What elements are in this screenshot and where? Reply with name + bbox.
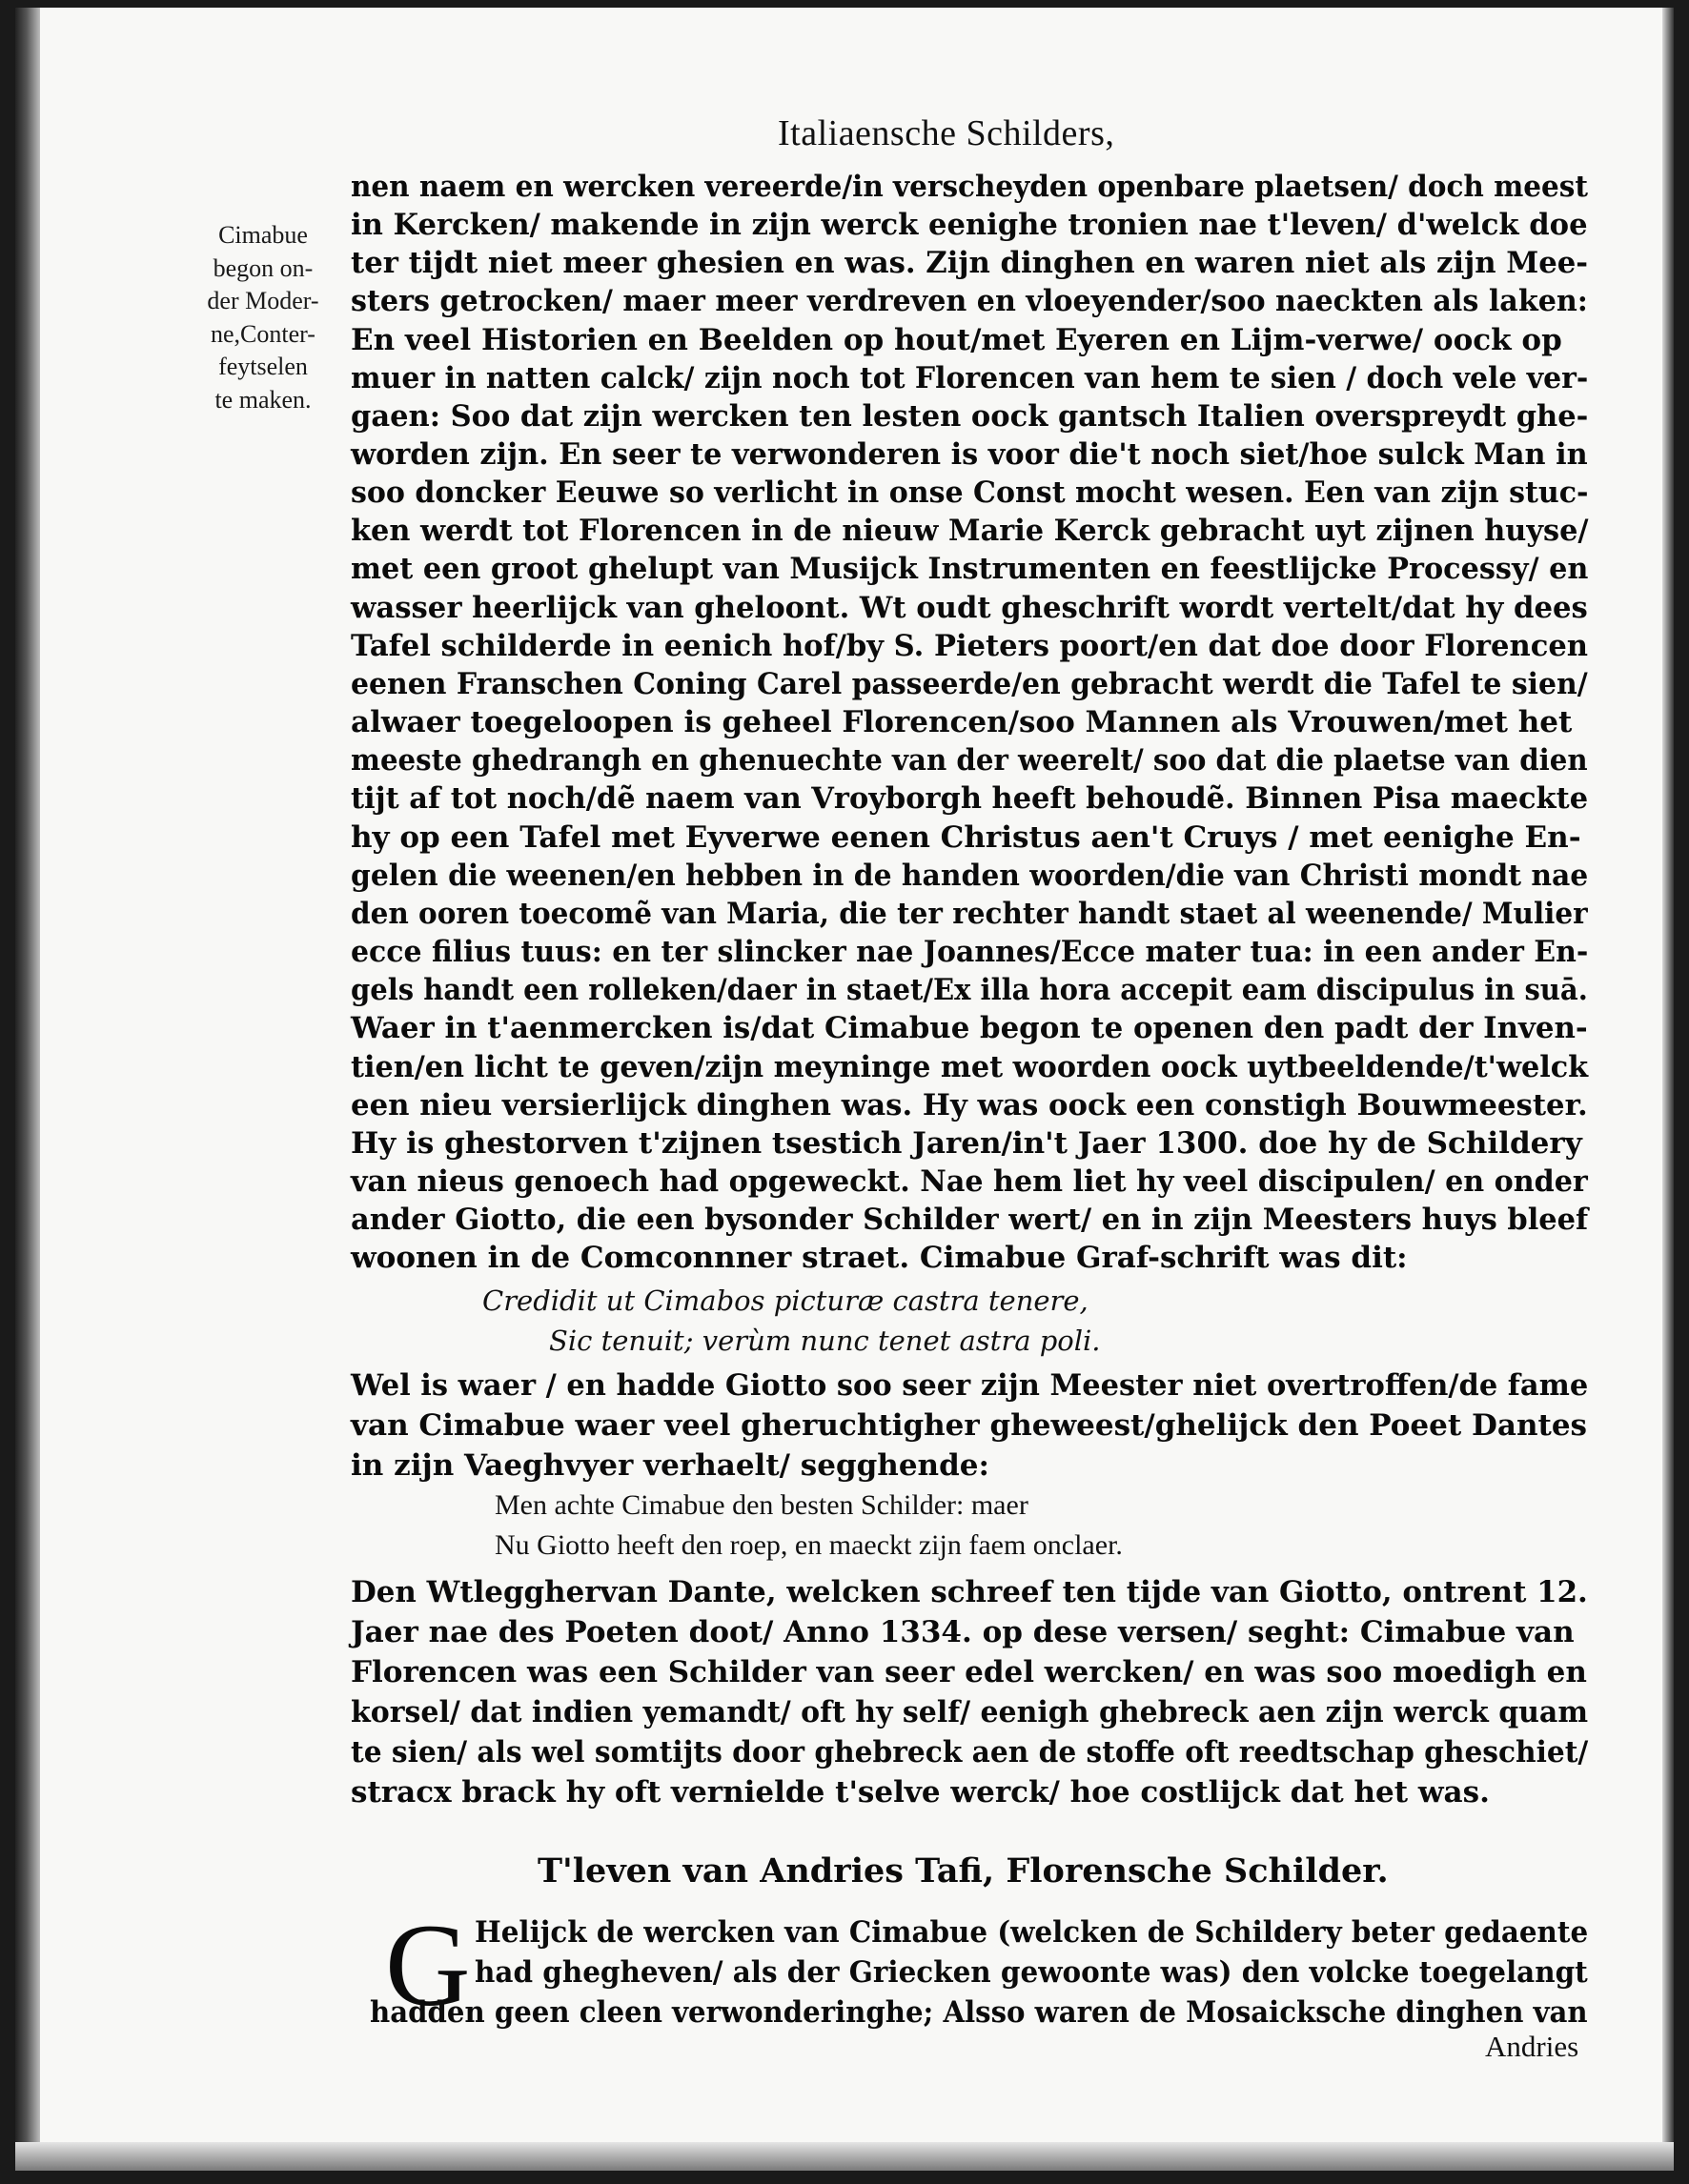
section-line: Helijck de wercken van Cimabue (welcken de Schildery beter gedaente xyxy=(475,1915,1589,1950)
book-binding-shadow xyxy=(15,8,40,2171)
dante-verse-line: Nu Giotto heeft den roep, en maeckt zijn faem onclaer. xyxy=(495,1529,1123,1561)
body-line: wasser heerlijck van gheloont. Wt oudt gheschrift wordt vertelt/dat hy dees xyxy=(351,591,1588,625)
body-line: ander Giotto, die een bysonder Schilder wert/ en in zijn Meesters huys bleef xyxy=(351,1203,1589,1237)
body-line: hy op een Tafel met Eyverwe eenen Christus aen't Cruys / met eenighe En- xyxy=(351,820,1581,855)
body-line: van nieus genoech had opgeweckt. Nae hem liet hy veel discipulen/ en onder xyxy=(351,1164,1588,1199)
margin-note-line: begon on- xyxy=(213,253,314,282)
body-line: in zijn Vaeghvyer verhaelt/ segghende: xyxy=(351,1448,989,1483)
section-line: had ghegheven/ als der Griecken gewoonte was) den volcke toegelangt xyxy=(475,1955,1588,1990)
running-head: Italiaensche Schilders, xyxy=(778,113,1115,153)
body-line: Florencen was een Schilder van seer edel wercken/ en was soo moedigh en xyxy=(351,1655,1587,1689)
body-line: alwaer toegeloopen is geheel Florencen/soo Mannen als Vrouwen/met het xyxy=(351,705,1573,739)
body-line: in Kercken/ makende in zijn werck eenighe tronien nae t'leven/ d'welck doe xyxy=(351,208,1588,242)
epitaph-line: Sic tenuit; verùm nunc tenet astra poli. xyxy=(549,1325,1101,1357)
body-line: ter tijdt niet meer ghesien en was. Zijn dinghen en waren niet als zijn Mee- xyxy=(351,246,1589,280)
body-line: tien/en licht te geven/zijn meyninge met woorden oock uytbeeldende/t'welck xyxy=(351,1050,1589,1084)
body-line: ken werdt tot Florencen in de nieuw Marie Kerck gebracht uyt zijnen huyse/ xyxy=(351,514,1589,548)
body-line: gels handt een rolleken/daer in staet/Ex illa hora accepit eam discipulus in suā. xyxy=(351,973,1588,1007)
section-title: T'leven van Andries Tafi, Florensche Schilder. xyxy=(538,1851,1389,1891)
body-line: En veel Historien en Beelden op hout/met Eyeren en Lijm-verwe/ oock op xyxy=(351,323,1562,357)
page-edge-right xyxy=(1662,8,1674,2171)
section-line: hadden geen cleen verwonderinghe; Alsso waren de Mosaicksche dinghen van xyxy=(370,1995,1588,2030)
body-line: soo doncker Eeuwe so verlicht in onse Const mocht wesen. Een van zijn stuc- xyxy=(351,475,1589,510)
page-edge-bottom xyxy=(15,2142,1674,2171)
body-line: Hy is ghestorven t'zijnen tsestich Jaren/in't Jaer 1300. doe hy de Schildery xyxy=(351,1126,1582,1161)
body-line: meeste ghedrangh en ghenuechte van der weerelt/ soo dat die plaetse van dien xyxy=(351,743,1588,778)
body-line: gelen die weenen/en hebben in de handen woorden/die van Christi mondt nae xyxy=(351,859,1589,893)
body-line: korsel/ dat indien yemandt/ oft hy self/ eenigh ghebreck aen zijn werck quam xyxy=(351,1695,1589,1729)
body-line: muer in natten calck/ zijn noch tot Florencen van hem te sien / doch vele ver- xyxy=(351,361,1589,395)
body-line: den ooren toecomẽ van Maria, die ter rechter handt staet al weenende/ Mulier xyxy=(351,897,1588,931)
body-line: eenen Franschen Coning Carel passeerde/en gebracht werdt die Tafel te sien/ xyxy=(351,667,1588,701)
catchword: Andries xyxy=(1485,2030,1579,2063)
body-line: tijt af tot noch/dẽ naem van Vroyborgh heeft behoudẽ. Binnen Pisa maeckte xyxy=(351,781,1589,816)
body-line: een nieu versierlijck dinghen was. Hy was oock een constigh Bouwmeester. xyxy=(351,1088,1588,1122)
margin-note-line: te maken. xyxy=(214,385,312,414)
body-line: Waer in t'aenmercken is/dat Cimabue begon te openen den padt der Inven- xyxy=(351,1011,1588,1045)
body-line: van Cimabue waer veel gheruchtigher gheweest/ghelijck den Poeet Dantes xyxy=(351,1408,1587,1443)
body-line: gaen: Soo dat zijn wercken ten lesten oock gantsch Italien overspreydt ghe- xyxy=(351,399,1589,434)
body-line: met een groot ghelupt van Musijck Instrumenten en feestlijcke Processy/ en xyxy=(351,552,1589,586)
margin-note-line: ne,Conter- xyxy=(211,319,315,348)
epitaph-line: Credidit ut Cimabos picturæ castra tenere, xyxy=(482,1284,1089,1317)
margin-note-line: der Moder- xyxy=(207,287,319,314)
margin-note xyxy=(193,219,334,416)
body-line: woonen in de Comconnner straet. Cimabue Graf-schrift was dit: xyxy=(351,1241,1408,1275)
body-line: Den Wtlegghervan Dante, welcken schreef ten tijde van Giotto, ontrent 12. xyxy=(351,1575,1588,1609)
body-line: te sien/ als wel somtijts door ghebreck aen de stoffe oft reedtschap gheschiet/ xyxy=(351,1735,1589,1769)
margin-note-line: feytselen xyxy=(218,353,308,380)
body-line: Wel is waer / en hadde Giotto soo seer zijn Meester niet overtroffen/de fame xyxy=(351,1368,1589,1403)
drop-cap: G xyxy=(385,1900,471,2031)
dante-verse-line: Men achte Cimabue den besten Schilder: maer xyxy=(495,1489,1028,1521)
body-line: Jaer nae des Poeten doot/ Anno 1334. op dese versen/ seght: Cimabue van xyxy=(351,1615,1575,1649)
body-line: nen naem en wercken vereerde/in verscheyden openbare plaetsen/ doch meest xyxy=(351,170,1589,204)
body-line: sters getrocken/ maer meer verdreven en vloeyender/soo naeckten als laken: xyxy=(351,284,1588,318)
book-page xyxy=(15,8,1674,2171)
body-line: stracx brack hy oft vernielde t'selve werck/ hoe costlijck dat het was. xyxy=(351,1775,1490,1810)
body-line: worden zijn. En seer te verwonderen is voor die't noch siet/hoe sulck Man in xyxy=(351,437,1588,472)
body-line: ecce filius tuus: en ter slincker nae Joannes/Ecce mater tua: in een ander En- xyxy=(351,935,1589,969)
body-line: Tafel schilderde in eenich hof/by S. Pieters poort/en dat doe door Florencen xyxy=(351,629,1589,663)
margin-note-line: Cimabue xyxy=(218,221,308,249)
